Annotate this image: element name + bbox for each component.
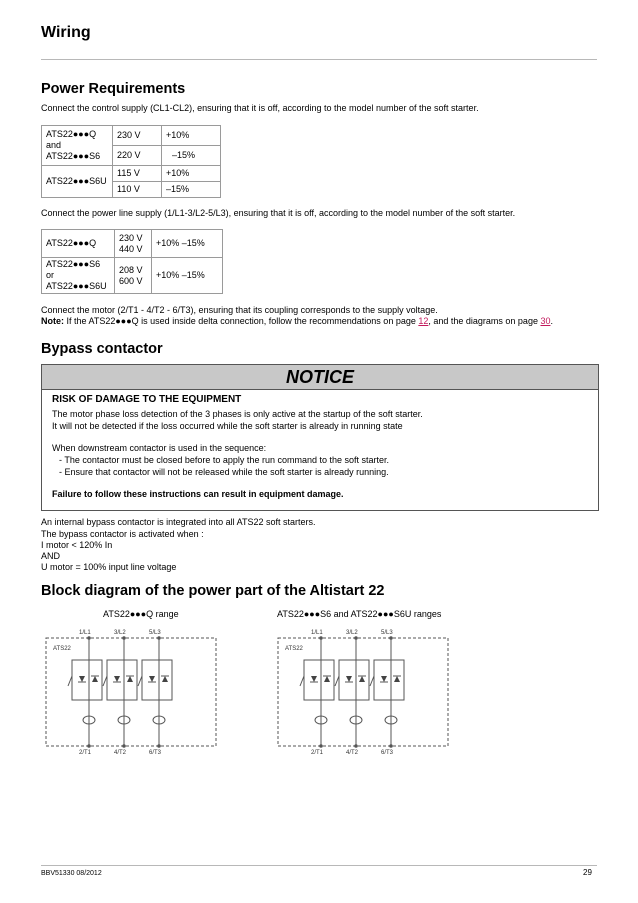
tolerance-cell: +10% –15%	[152, 230, 223, 258]
thyristor-module	[339, 660, 369, 700]
diagram-box-label: ATS22	[285, 646, 303, 652]
bypass-switch	[335, 676, 339, 686]
diagram-box-label: ATS22	[53, 646, 71, 652]
thyristor-symbol	[127, 676, 133, 682]
bypass-switch	[68, 676, 72, 686]
bypass-text: U motor = 100% input line voltage	[41, 562, 177, 572]
notice-bullet: - Ensure that contactor will not be released while the soft starter is already running.	[59, 467, 389, 477]
motor-text: Connect the motor (2/T1 - 4/T2 - 6/T3), ensuring that its coupling corresponds to the supply voltage.	[41, 305, 438, 315]
bottom-terminal-label: 4/T2	[346, 750, 359, 756]
bottom-terminal-label: 4/T2	[114, 750, 127, 756]
tolerance-cell: +10%	[162, 126, 221, 146]
line-supply-table	[41, 229, 223, 294]
notice-line: It will not be detected if the loss occurred while the soft starter is already in running state	[52, 421, 403, 431]
notice-body	[41, 389, 599, 511]
thyristor-module	[142, 660, 172, 700]
bypass-text: AND	[41, 551, 61, 561]
thyristor-module	[72, 660, 102, 700]
right-diagram-caption: ATS22●●●S6 and ATS22●●●S6U ranges	[277, 609, 442, 619]
page-12-link[interactable]: 12	[418, 316, 429, 326]
bypass-text: I motor < 120% In	[41, 540, 113, 550]
thyristor-symbol	[324, 676, 330, 682]
thyristor-symbol	[381, 676, 387, 682]
voltage-cell: 220 V	[113, 146, 162, 166]
thyristor-symbol	[359, 676, 365, 682]
thyristor-symbol	[92, 676, 98, 682]
diagram-svg	[273, 624, 453, 756]
thyristor-symbol	[162, 676, 168, 682]
notice-line: The motor phase loss detection of the 3 phases is only active at the startup of the soft starter.	[52, 409, 423, 419]
note-line: Note: If the ATS22●●●Q is used inside delta connection, follow the recommendations on page 12, and the diagrams on page 30.	[41, 316, 553, 326]
bypass-switch	[300, 676, 304, 686]
voltage-cell: 230 V	[113, 126, 162, 146]
notice-bullet: - The contactor must be closed before to apply the run command to the soft starter.	[59, 455, 390, 465]
bypass-switch	[103, 676, 107, 686]
notice-warning: Failure to follow these instructions can result in equipment damage.	[52, 489, 344, 499]
tolerance-cell: –15%	[162, 146, 221, 166]
voltage-cell: 230 V 440 V	[115, 230, 152, 258]
thyristor-symbol	[114, 676, 120, 682]
bypass-switch	[138, 676, 142, 686]
top-terminal-label: 1/L1	[311, 630, 323, 636]
bypass-text: The bypass contactor is activated when :	[41, 529, 204, 539]
thyristor-symbol	[79, 676, 85, 682]
bypass-text: An internal bypass contactor is integrated into all ATS22 soft starters.	[41, 517, 316, 527]
model-cell-q: ATS22●●●Q	[42, 230, 115, 258]
bypass-switch	[370, 676, 374, 686]
notice-line: When downstream contactor is used in the sequence:	[52, 443, 267, 453]
right-block-diagram	[273, 624, 453, 761]
top-terminal-label: 5/L3	[149, 630, 161, 636]
model-cell-q-s6: ATS22●●●Q and ATS22●●●S6	[42, 126, 113, 166]
top-terminal-label: 3/L2	[114, 630, 126, 636]
footer-doc-ref: BBV51330 08/2012	[41, 870, 102, 877]
thyristor-symbol	[346, 676, 352, 682]
voltage-cell: 115 V	[113, 166, 162, 182]
thyristor-symbol	[149, 676, 155, 682]
line-intro: Connect the power line supply (1/L1-3/L2-5/L3), ensuring that it is off, according to the model number of the soft starter.	[41, 208, 516, 218]
notice-header: NOTICE	[41, 364, 599, 390]
block-heading: Block diagram of the power part of the Altistart 22	[41, 583, 385, 599]
left-diagram-caption: ATS22●●●Q range	[103, 609, 179, 619]
model-cell-s6-s6u: ATS22●●●S6 or ATS22●●●S6U	[42, 258, 115, 294]
bottom-terminal-label: 2/T1	[79, 750, 92, 756]
power-heading: Power Requirements	[41, 81, 186, 97]
top-terminal-label: 3/L2	[346, 630, 358, 636]
diagram-svg	[41, 624, 221, 756]
notice-subtitle: RISK OF DAMAGE TO THE EQUIPMENT	[52, 394, 242, 405]
page-30-link[interactable]: 30	[540, 316, 551, 326]
voltage-cell: 110 V	[113, 182, 162, 198]
thyristor-module	[374, 660, 404, 700]
thyristor-symbol	[311, 676, 317, 682]
bottom-terminal-label: 2/T1	[311, 750, 324, 756]
thyristor-symbol	[394, 676, 400, 682]
footer-rule	[41, 865, 597, 866]
thyristor-module	[304, 660, 334, 700]
tolerance-cell: +10%	[162, 166, 221, 182]
header-rule	[41, 59, 597, 60]
voltage-cell: 208 V 600 V	[115, 258, 152, 294]
bypass-heading: Bypass contactor	[41, 341, 163, 357]
bottom-terminal-label: 6/T3	[149, 750, 162, 756]
tolerance-cell: +10% –15%	[152, 258, 223, 294]
top-terminal-label: 1/L1	[79, 630, 91, 636]
tolerance-cell: –15%	[162, 182, 221, 198]
page-title: Wiring	[41, 24, 91, 41]
thyristor-module	[107, 660, 137, 700]
footer-page-number: 29	[583, 868, 592, 877]
control-supply-table	[41, 125, 221, 198]
top-terminal-label: 5/L3	[381, 630, 393, 636]
control-intro: Connect the control supply (CL1-CL2), ensuring that it is off, according to the model number of the soft starter.	[41, 103, 479, 113]
bottom-terminal-label: 6/T3	[381, 750, 394, 756]
model-cell-s6u: ATS22●●●S6U	[42, 166, 113, 198]
left-block-diagram	[41, 624, 221, 761]
